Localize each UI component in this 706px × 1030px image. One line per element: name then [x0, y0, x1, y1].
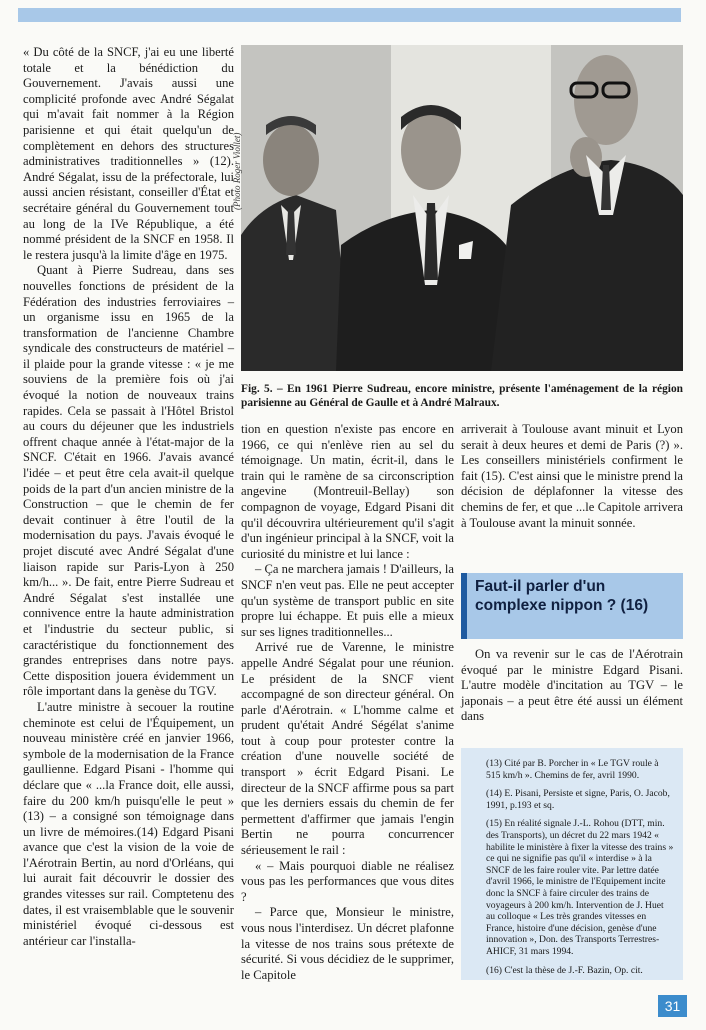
footnote: (14) E. Pisani, Persiste et signe, Paris, O. Jacob, 1991, p.193 et sq.	[486, 788, 670, 811]
paragraph: « Du côté de la SNCF, j'ai eu une liberté totale et la bénédiction du Gouvernement. J'avais aussi une complicité profonde avec André Ségalat qui m'avait fait nommer à la Région parisienne et qui était quelqu'un de complètement en dehors des structures administratives traditionnelles » (12). André Ségalat, issu de la préfectorale, lui aussi ancien résistant, conseiller d'État et secrétaire général du Gouvernement tout au long de la IVe République, a été nommé président de la SNCF en 1958. Il le restera jusqu'à la limite d'âge en 1975.	[23, 45, 234, 262]
paragraph: L'autre ministre à secouer la routine cheminote est celui de l'Équipement, un nouveau ministère créé en janvier 1966, symbole de la modernisation de la France gaullienne. Edgard Pisani - l'homme qui déclare que « ...la France doit, elle aussi, faire du 200 km/h puisqu'elle le peut » (13) – a consigné son témoignage dans un livre de mémoires.(14) Edgard Pisani avance que c'est la vision de la voie de l'Aérotrain Bertin, au nord d'Orléans, qui lui aurait fait découvrir le dossier des grandes vitesses sur rail. Comptetenu des dates, il est vraisemblable que le souvenir ministériel évoqué ci-dessous est antérieur car l'installa-	[23, 699, 234, 948]
paragraph: Quant à Pierre Sudreau, dans ses nouvelles fonctions de président de la Fédération des industries ferroviaires – un organisme issu en 1965 de la transformation de l'ancienne Chambre syndicale des constructeurs de matériel – il plaide pour la grande vitesse : « je me souviens de la première fois où j'ai évoqué la notion de nouveaux trains rapides. Cela se passait à l'Hôtel Bristol au cours du déjeuner que les industriels offrent chaque année à l'état-major de la SNCF. C'était en 1966. J'avais avancé l'idée – et peut être cela avait-il quelque poids de la part d'un ancien ministre de la Construction – que le chemin de fer devait continuer à être l'outil de la modernisation du pays. J'avais évoqué le projet discuté avec André Ségalat d'une liaison rapide sur Paris-Lyon à 250 km/h... ». De fait, entre Pierre Sudreau et André Ségalat s'est installée une connivence entre la haute administration et l'industrie du secteur public, si caractéristique du fonctionnement des grandes entreprises dans notre pays. Cette disposition jouera évidemment un rôle important dans la genèse du TGV.	[23, 263, 234, 699]
footnote: (15) En réalité signale J.-L. Rohou (DTT, min. des Transports), un décret du 22 mars 1942 « habilite le ministère à fixer la vitesse des trains » ce qui ne signifie pas qu'il « interdise » à la SNCF de les faire rouler vite. Par lettre datée d'avril 1966, le ministre de l'Equipement incite donc la SNCF à faire circuler des trains de voyageurs à 200 km/h. Intervention de J. Huet au colloque « Les très grandes vitesses en France, histoire d'une décision, genèse d'une innovation », Don. des Transports Terrestres-AHICF, 31 mars 1994.	[486, 818, 674, 957]
figure-caption: Fig. 5. – En 1961 Pierre Sudreau, encore ministre, présente l'aménagement de la région parisienne au Général de Gaulle et à André Malraux.	[241, 383, 683, 409]
text-column-3-continued	[461, 647, 683, 725]
paragraph: Arrivé rue de Varenne, le ministre appelle André Ségalat pour une réunion. Le président de la SNCF vient accompagné de son directeur général. On parle d'Aérotrain. « L'homme calme et prudent qu'était André Ségélat s'anime tout à coup pour protester contre la création d'une nouvelle société de transport » écrit Edgard Pisani. Le directeur de la SNCF affirme pous sa part que les derniers essais du chemin de fer permettent d'affirmer que jamais l'engin Bertin ne pourra concurrencer sérieusement le rail :	[241, 640, 454, 858]
footnotes-box	[461, 748, 683, 980]
paragraph: – Ça ne marchera jamais ! D'ailleurs, la SNCF n'en veut pas. Elle ne peut accepter qu'un système de transport public en site propre lui échappe. Et puis elle a mieux sur ses lignes traditionnelles...	[241, 562, 454, 639]
photo-credit: (Photo Roger Viollet)	[232, 132, 242, 210]
section-heading: Faut-il parler d'un complexe nippon ? (16)	[475, 578, 649, 614]
paragraph: « – Mais pourquoi diable ne réalisez vous pas les performances que vous dites ?	[241, 858, 454, 904]
footnote: (13) Cité par B. Porcher in « Le TGV roule à 515 km/h ». Chemins de fer, avril 1990.	[486, 758, 659, 781]
text-column-2	[241, 422, 454, 983]
text-column-1	[23, 45, 234, 949]
section-heading-box	[461, 573, 683, 639]
photo-illustration	[241, 45, 683, 371]
paragraph: – Parce que, Monsieur le ministre, vous nous l'interdisez. Un décret plafonne la vitesse de nos trains sous prétexte de sécurité. Si vous décidiez de le supprimer, le Capitole	[241, 905, 454, 982]
page-number: 31	[658, 995, 687, 1017]
paragraph: On va revenir sur le cas de l'Aérotrain évoqué par le ministre Edgard Pisani. L'autre modèle d'incitation au TGV – le japonais – a peut être été aussi un élément dans	[461, 647, 683, 724]
paragraph: tion en question n'existe pas encore en 1966, ce qui n'enlève rien au sel du témoignage. Un matin, écrit-il, dans le train qui le ramène de sa circonscription angevine (Montreuil-Bellay) son compagnon de voyage, Edgard Pisani dit qu'il découvrira ultérieurement qu'il s'agit d'un ingénieur principal à la SNCF, voit la curiosité du ministre et lui lance :	[241, 422, 454, 561]
paragraph: arriverait à Toulouse avant minuit et Lyon serait à deux heures et demi de Paris (?) ». Les conseillers ministériels confirment le fait (15). C'est ainsi que le ministre prend la décision de déplafonner la vitesse des chemins de fer, et que ...le Capitole arrivera à Toulouse avant la minuit sonnée.	[461, 422, 683, 530]
header-bar	[18, 8, 681, 22]
heading-accent-mark	[461, 573, 467, 639]
footnote: (16) C'est la thèse de J.-F. Bazin, Op. cit.	[486, 964, 643, 976]
text-column-3	[461, 422, 683, 531]
historical-photo	[241, 45, 683, 371]
